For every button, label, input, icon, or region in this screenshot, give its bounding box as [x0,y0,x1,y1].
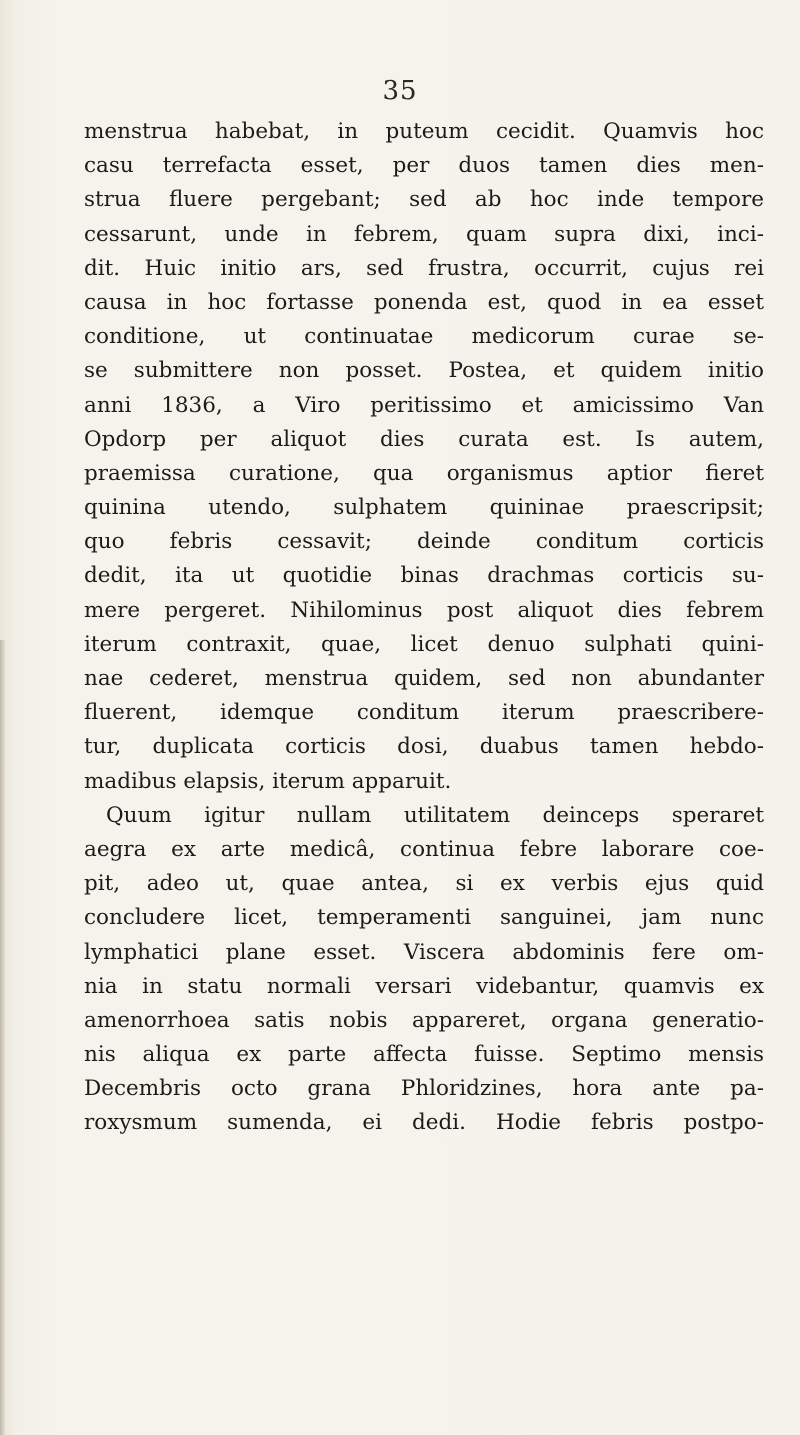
text-line: conditione, ut continuatae medicorum curae se- [84,324,764,350]
text-line: praemissa curatione, qua organismus aptior fieret [84,460,764,486]
text-line: madibus elapsis, iterum apparuit. [84,768,452,794]
text-line: Decembris octo grana Phloridzines, hora ante pa- [84,1076,764,1102]
page-edge-shadow [0,640,6,1435]
text-line: Opdorp per aliquot dies curata est. Is autem, [84,426,764,452]
text-line: amenorrhoea satis nobis appareret, organa generatio- [84,1007,764,1033]
text-line: cessarunt, unde in febrem, quam supra dixi, inci- [84,221,764,247]
text-line: Quum igitur nullam utilitatem deinceps speraret [106,802,764,828]
text-line: iterum contraxit, quae, licet denuo sulphati quini- [84,631,764,657]
text-line: pit, adeo ut, quae antea, si ex verbis ejus quid [84,871,764,897]
text-line: nae cederet, menstrua quidem, sed non abundanter [84,666,764,691]
text-line: quinina utendo, sulphatem quininae praescripsit; [84,495,764,521]
page-number: 35 [382,76,418,106]
text-line: se submittere non posset. Postea, et quidem initio [84,358,764,384]
text-line: menstrua habebat, in puteum cecidit. Quamvis hoc [84,119,764,144]
body-text [84,115,764,1141]
text-line: quo febris cessavit; deinde conditum corticis [84,529,764,555]
text-line: nia in statu normali versari videbantur, quamvis ex [84,973,764,999]
text-line: causa in hoc fortasse ponenda est, quod in ea esset [84,289,764,315]
text-line: aegra ex arte medicâ, continua febre laborare coe- [84,836,764,862]
text-line: tur, duplicata corticis dosi, duabus tamen hebdo- [84,734,764,760]
text-line: concludere licet, temperamenti sanguinei, jam nunc [84,905,764,931]
text-line: dedit, ita ut quotidie binas drachmas corticis su- [84,563,764,589]
text-line: roxysmum sumenda, ei dedi. Hodie febris postpo- [84,1110,764,1136]
text-line: lymphatici plane esset. Viscera abdominis fere om- [84,939,764,965]
text-line: dit. Huic initio ars, sed frustra, occurrit, cujus rei [84,255,764,281]
text-line: mere pergeret. Nihilominus post aliquot dies febrem [84,597,764,623]
text-line: anni 1836, a Viro peritissimo et amicissimo Van [84,392,764,418]
text-line: fluerent, idemque conditum iterum praescribere- [84,700,764,726]
text-line: nis aliqua ex parte affecta fuisse. Septimo mensis [84,1042,764,1068]
text-line: strua fluere pergebant; sed ab hoc inde tempore [84,187,764,213]
text-line: casu terrefacta esset, per duos tamen dies men- [84,153,764,179]
